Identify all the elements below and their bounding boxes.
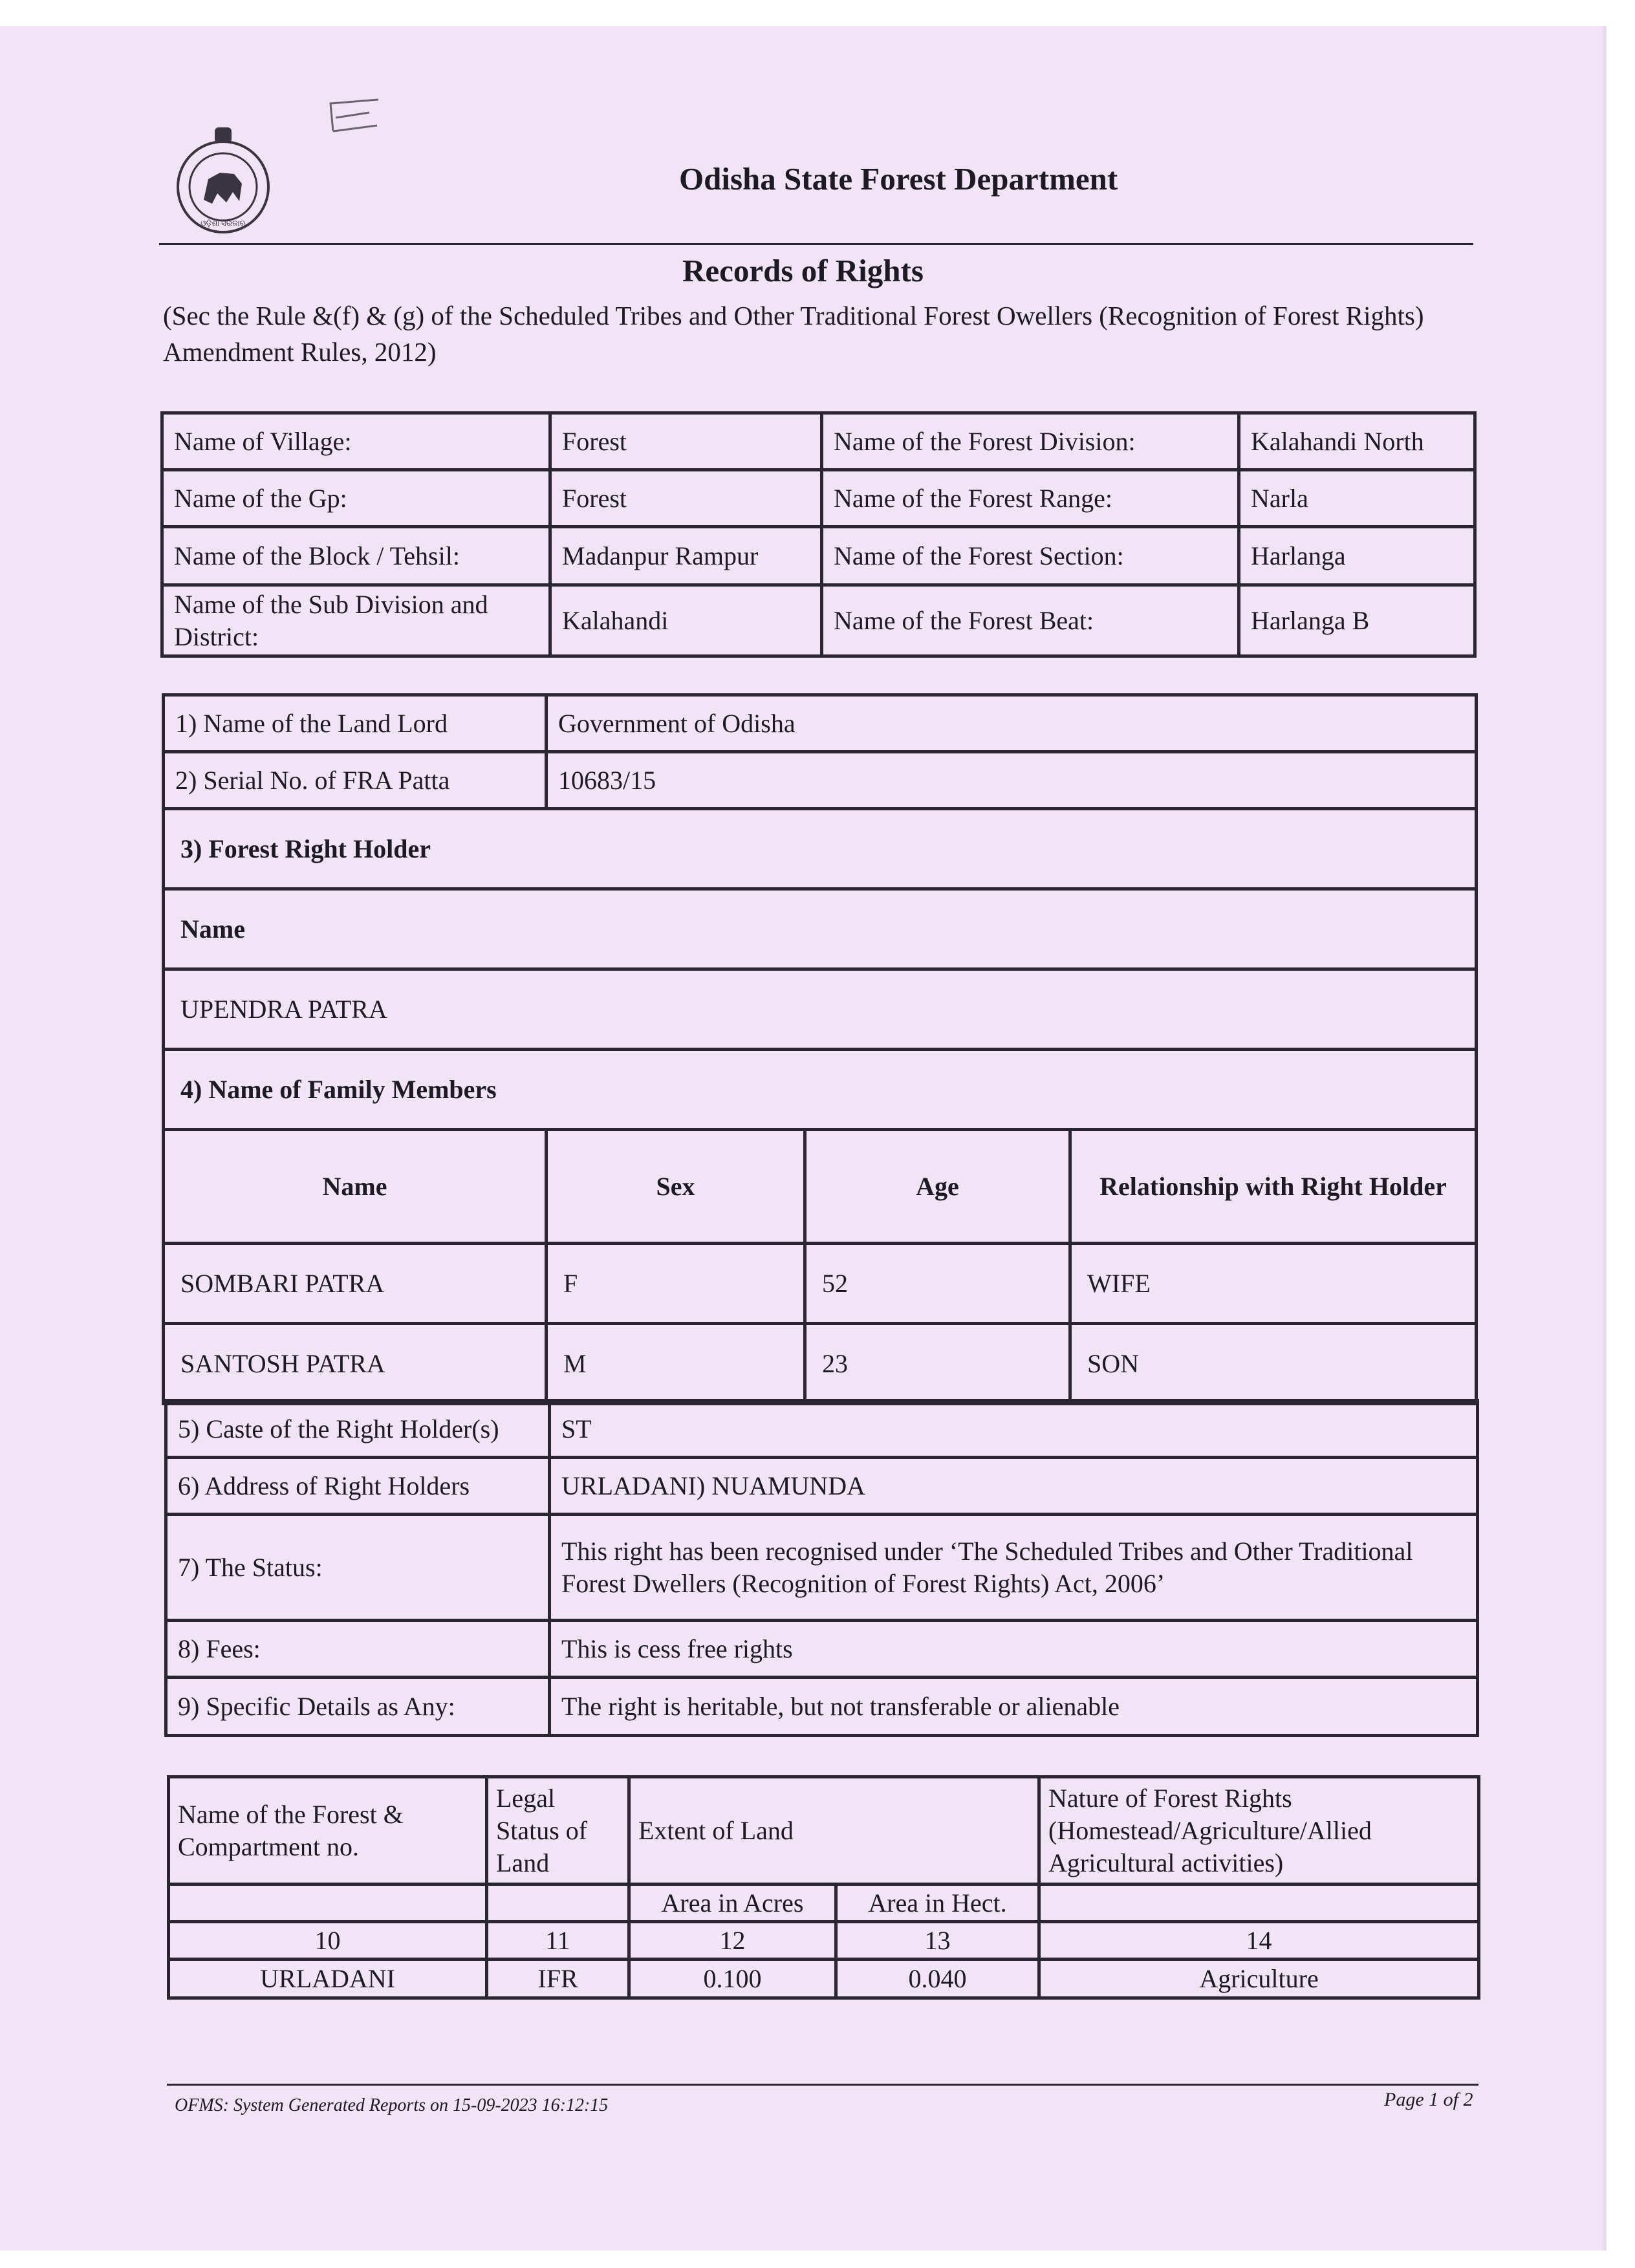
family-member-name: SANTOSH PATRA [164,1324,547,1404]
odisha-emblem-icon [175,122,272,235]
land-lord-row [164,695,1477,752]
empty-cell [169,1885,487,1922]
status-label: 7) The Status: [166,1515,550,1621]
generated-timestamp: OFMS: System Generated Reports on 15-09-2023 16:12:15 [175,2095,609,2115]
family-row [164,1324,1477,1404]
status-text-line2: Forest Dwellers (Recognition of Forest Rights) Act, 2006’ [561,1568,1165,1598]
serial-value: 10683/15 [547,752,1477,809]
family-col-relation: Relationship with Right Holder [1070,1130,1477,1244]
serial-label: 2) Serial No. of FRA Patta [164,752,547,809]
family-member-age: 52 [805,1244,1070,1324]
location-table [160,411,1477,658]
forest-name: URLADANI [169,1960,487,1998]
col-number: 14 [1039,1922,1479,1960]
gp-label: Name of the Gp: [162,470,550,527]
department-name: Odisha State Forest Department [679,161,1118,197]
family-heading: 4) Name of Family Members [164,1050,1477,1130]
section-value: Harlanga [1239,527,1475,585]
beat-value: Harlanga B [1239,585,1475,656]
district-value: Kalahandi [550,585,822,656]
specific-row [166,1678,1478,1736]
holder-name: UPENDRA PATRA [164,969,1477,1050]
legal-status-header: Legal Status of Land [487,1777,629,1885]
division-value: Kalahandi North [1239,413,1475,470]
block-label: Name of the Block / Tehsil: [162,527,550,585]
family-col-name: Name [164,1130,547,1244]
status-value [550,1515,1478,1621]
forest-compartment-header: Name of the Forest & Compartment no. [169,1777,487,1885]
status-text-line1: This right has been recognised under ‘The Scheduled Tribes and Other Traditional [561,1536,1413,1566]
family-member-relation: SON [1070,1324,1477,1404]
details-table [164,1399,1479,1737]
family-heading-row [164,1050,1477,1130]
col-number: 11 [487,1922,629,1960]
fees-row [166,1621,1478,1678]
family-member-relation: WIFE [1070,1244,1477,1324]
family-row [164,1244,1477,1324]
area-acres-header: Area in Acres [629,1885,836,1922]
land-data-row [169,1960,1479,1998]
range-value: Narla [1239,470,1475,527]
beat-label: Name of the Forest Beat: [822,585,1239,656]
emblem-text: ଓଡ଼ିଶା ସରକାର [200,219,246,228]
range-label: Name of the Forest Range: [822,470,1239,527]
address-row [166,1458,1478,1515]
land-header-row [169,1777,1479,1885]
land-number-row [169,1922,1479,1960]
land-subheader-row [169,1885,1479,1922]
location-row [162,413,1475,470]
header-divider [159,243,1473,245]
fees-value: This is cess free rights [550,1621,1478,1678]
land-lord-value: Government of Odisha [547,695,1477,752]
land-table [167,1775,1480,2000]
extent-header: Extent of Land [629,1777,1039,1885]
area-hect-header: Area in Hect. [836,1885,1039,1922]
village-value: Forest [550,413,822,470]
legal-status: IFR [487,1960,629,1998]
col-number: 13 [836,1922,1039,1960]
block-value: Madanpur Rampur [550,527,822,585]
section-label: Name of the Forest Section: [822,527,1239,585]
name-heading: Name [164,889,1477,969]
caste-value: ST [550,1401,1478,1458]
family-member-age: 23 [805,1324,1070,1404]
empty-cell [487,1885,629,1922]
status-row [166,1515,1478,1621]
gp-value: Forest [550,470,822,527]
page-title: Records of Rights [682,253,924,288]
family-header-row [164,1130,1477,1244]
handwritten-mark-icon [327,96,385,138]
nature-header: Nature of Forest Rights (Homestead/Agriculture/Allied Agricultural activities) [1039,1777,1479,1885]
district-label: Name of the Sub Division and District: [162,585,550,656]
address-label: 6) Address of Right Holders [166,1458,550,1515]
caste-row [166,1401,1478,1458]
serial-row [164,752,1477,809]
family-col-sex: Sex [547,1130,805,1244]
area-acres: 0.100 [629,1960,836,1998]
specific-label: 9) Specific Details as Any: [166,1678,550,1736]
area-hect: 0.040 [836,1960,1039,1998]
address-value: URLADANI) NUAMUNDA [550,1458,1478,1515]
location-row [162,527,1475,585]
location-row [162,470,1475,527]
holder-name-row [164,969,1477,1050]
col-number: 12 [629,1922,836,1960]
rights-table [162,693,1478,1405]
nature-of-rights: Agriculture [1039,1960,1479,1998]
holder-heading-row [164,809,1477,889]
family-col-age: Age [805,1130,1070,1244]
empty-cell [1039,1885,1479,1922]
specific-value: The right is heritable, but not transferable or alienable [550,1678,1478,1736]
family-member-sex: F [547,1244,805,1324]
family-member-sex: M [547,1324,805,1404]
family-member-name: SOMBARI PATRA [164,1244,547,1324]
rule-reference: (Sec the Rule &(f) & (g) of the Scheduled Tribes and Other Traditional Forest Owellers (Recognition of Forest Rights) Amendment Rules, 2012) [163,301,1424,367]
footer-divider [167,2084,1478,2086]
caste-label: 5) Caste of the Right Holder(s) [166,1401,550,1458]
location-row [162,585,1475,656]
col-number: 10 [169,1922,487,1960]
holder-heading: 3) Forest Right Holder [164,809,1477,889]
land-lord-label: 1) Name of the Land Lord [164,695,547,752]
page-number: Page 1 of 2 [1384,2089,1473,2110]
fees-label: 8) Fees: [166,1621,550,1678]
division-label: Name of the Forest Division: [822,413,1239,470]
village-label: Name of Village: [162,413,550,470]
name-heading-row [164,889,1477,969]
